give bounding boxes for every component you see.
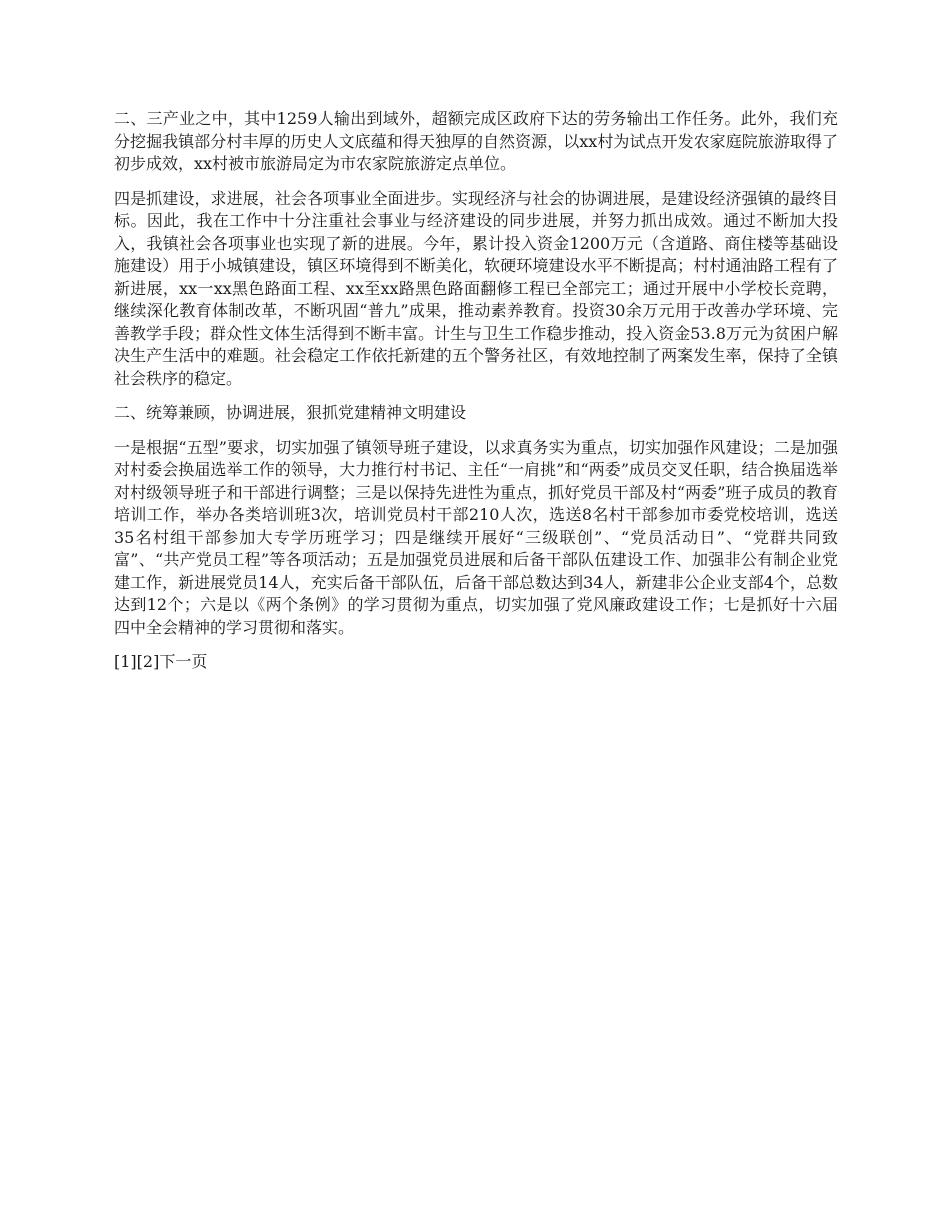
paragraph-labor-export: 二、三产业之中，其中1259人输出到域外，超额完成区政府下达的劳务输出工作任务。此外，我们充分挖掘我镇部分村丰厚的历史人文底蕴和得天独厚的自然资源，以xx村为试点开发农家庭院旅游取得了初步成效，xx村被市旅游局定为市农家院旅游定点单位。 bbox=[114, 109, 838, 173]
document-body bbox=[114, 108, 838, 674]
paragraph-social-development: 四是抓建设，求进展，社会各项事业全面进步。实现经济与社会的协调进展，是建设经济强镇的最终目标。因此，我在工作中十分注重社会事业与经济建设的同步进展，并努力抓出成效。通过不断加大投入，我镇社会各项事业也实现了新的进展。今年，累计投入资金1200万元（含道路、商住楼等基础设施建设）用于小城镇建设，镇区环境得到不断美化，软硬环境建设水平不断提高；村村通油路工程有了新进展，xx一xx黑色路面工程、xx至xx路黑色路面翻修工程已全部完工；通过开展中小学校长竞聘，继续深化教育体制改革，不断巩固“普九”成果，推动素养教育。投资30余万元用于改善办学环境、完善教学手段；群众性文体生活得到不断丰富。计生与卫生工作稳步推动，投入资金53.8万元为贫困户解决生产生活中的难题。社会稳定工作依托新建的五个警务社区，有效地控制了两案发生率，保持了全镇社会秩序的稳定。 bbox=[114, 188, 838, 388]
page-2-link[interactable]: [2] bbox=[136, 652, 160, 671]
next-page-link[interactable]: 下一页 bbox=[159, 652, 208, 671]
pagination bbox=[114, 651, 838, 674]
section-heading: 二、统筹兼顾，协调进展，狠抓党建精神文明建设 bbox=[114, 403, 467, 422]
page-1-link[interactable]: [1] bbox=[114, 652, 137, 671]
paragraph-party-building: 一是根据“五型”要求，切实加强了镇领导班子建设，以求真务实为重点，切实加强作风建设；二是加强对村委会换届选举工作的领导，大力推行村书记、主任“一肩挑”和“两委”成员交叉任职，结合换届选举对村级领导班子和干部进行调整；三是以保持先进性为重点，抓好党员干部及村“两委”班子成员的教育培训工作，举办各类培训班3次，培训党员村干部210人次，选送8名村干部参加市委党校培训，选送35名村组干部参加大专学历班学习；四是继续开展好“三级联创”、“党员活动日”、“党群共同致富”、“共产党员工程”等各项活动；五是加强党员进展和后备干部队伍建设工作、加强非公有制企业党建工作，新进展党员14人，充实后备干部队伍，后备干部总数达到34人，新建非公企业支部4个，总数达到12个；六是以《两个条例》的学习贯彻为重点，切实加强了党风廉政建设工作；七是抓好十六届四中全会精神的学习贯彻和落实。 bbox=[114, 437, 838, 637]
